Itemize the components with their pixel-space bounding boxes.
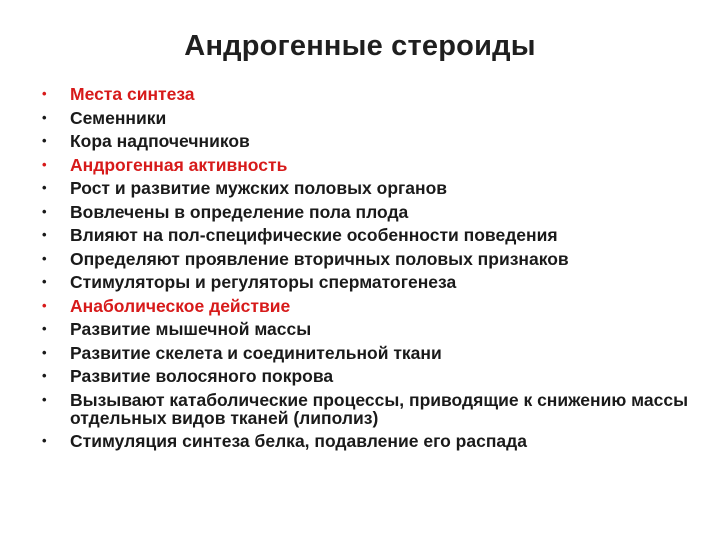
slide-title: Андрогенные стероиды bbox=[184, 30, 536, 62]
list-item-text: Развитие мышечной массы bbox=[70, 319, 312, 339]
bullet-icon: • bbox=[42, 86, 47, 101]
list-item bbox=[42, 367, 692, 385]
bullet-icon: • bbox=[42, 368, 47, 383]
list-item bbox=[42, 132, 692, 150]
list-item-text: Вовлечены в определение пола плода bbox=[70, 201, 409, 222]
list-item-text: Вызывают катаболические процессы, приводящие к снижению массы отдельных видов тканей (липолиз) bbox=[70, 389, 689, 428]
list-item bbox=[42, 432, 692, 450]
list-item-text: Рост и развитие мужских половых органов bbox=[70, 178, 448, 198]
list-item bbox=[42, 320, 692, 338]
list-item bbox=[42, 156, 692, 174]
list-item-text: Развитие волосяного покрова bbox=[70, 366, 334, 386]
list-item bbox=[42, 297, 692, 315]
bullet-icon: • bbox=[42, 297, 47, 313]
list-item-text: Определяют проявление вторичных половых признаков bbox=[70, 248, 569, 269]
list-item-text: Кора надпочечников bbox=[70, 131, 250, 151]
bullet-icon: • bbox=[42, 180, 47, 195]
bullet-icon: • bbox=[42, 274, 47, 289]
list-item bbox=[42, 179, 692, 197]
list-item-text: Стимуляторы и регуляторы сперматогенеза bbox=[70, 272, 457, 292]
list-item bbox=[42, 344, 692, 362]
list-item-text: Андрогенная активность bbox=[70, 154, 288, 175]
list-item bbox=[42, 273, 692, 291]
bullet-icon: • bbox=[42, 109, 47, 125]
bullet-list bbox=[42, 85, 692, 456]
bullet-icon: • bbox=[42, 391, 47, 407]
bullet-icon: • bbox=[42, 227, 47, 242]
bullet-icon: • bbox=[42, 203, 47, 219]
list-item-text: Анаболическое действие bbox=[70, 295, 291, 316]
bullet-icon: • bbox=[42, 250, 47, 266]
bullet-icon: • bbox=[42, 156, 47, 172]
list-item bbox=[42, 250, 692, 268]
bullet-icon: • bbox=[42, 321, 47, 336]
bullet-icon: • bbox=[42, 133, 47, 148]
bullet-icon: • bbox=[42, 344, 47, 360]
list-item bbox=[42, 226, 692, 244]
list-item-text: Развитие скелета и соединительной ткани bbox=[70, 342, 442, 363]
list-item bbox=[42, 391, 692, 427]
list-item-text: Семенники bbox=[70, 107, 167, 128]
list-item-text: Места синтеза bbox=[70, 84, 195, 104]
list-item bbox=[42, 109, 692, 127]
bullet-icon: • bbox=[42, 433, 47, 448]
list-item bbox=[42, 203, 692, 221]
list-item-text: Стимуляция синтеза белка, подавление его распада bbox=[70, 431, 527, 451]
list-item-text: Влияют на пол-специфические особенности поведения bbox=[70, 225, 558, 245]
list-item bbox=[42, 85, 692, 103]
